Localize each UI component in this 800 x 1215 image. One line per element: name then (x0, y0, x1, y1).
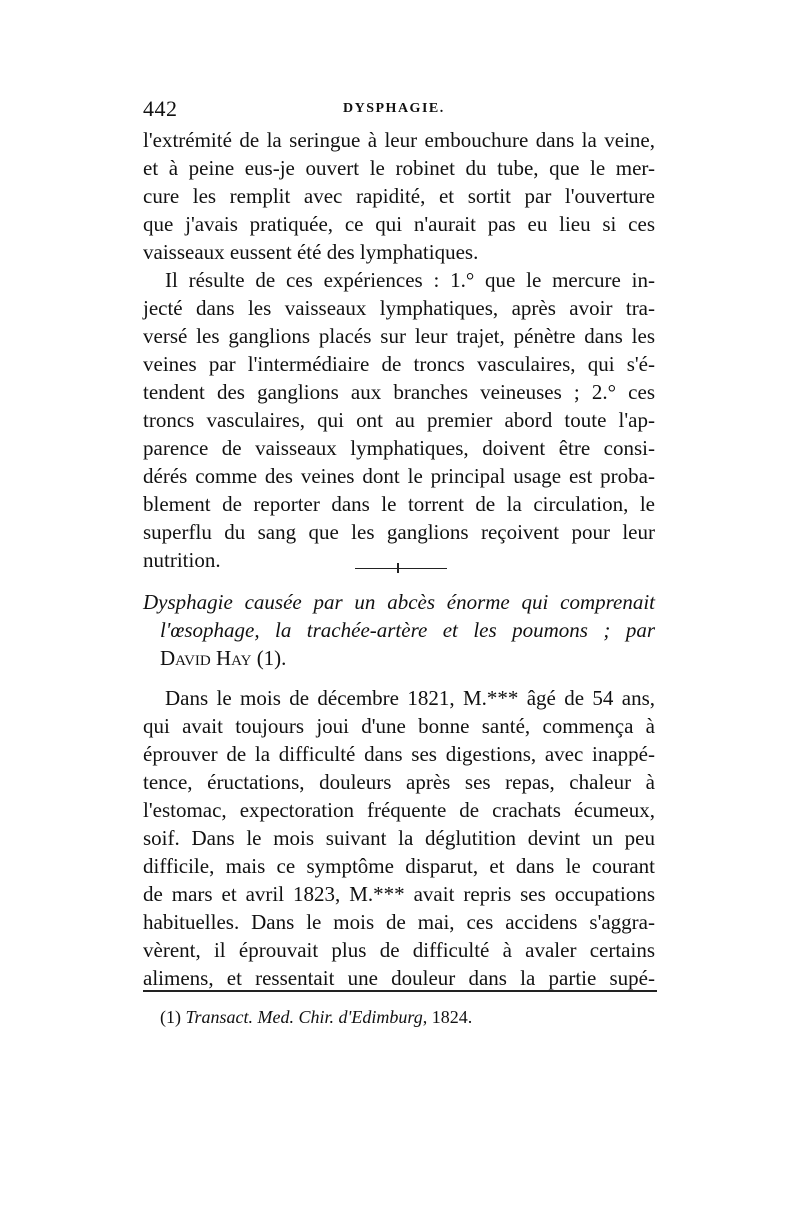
text-line: veines par l'intermédiaire de troncs vasculaires, qui s'é- (143, 352, 655, 376)
footnote-year: , 1824. (422, 1007, 473, 1027)
text-line: Dans le mois de décembre 1821, M.*** âgé de 54 ans, (165, 686, 655, 710)
text-line: Il résulte de ces expériences : 1.° que le mercure in- (165, 268, 655, 292)
text-line: troncs vasculaires, qui ont au premier abord toute l'ap- (143, 408, 655, 432)
footnote-marker: (1) (160, 1007, 181, 1027)
text-line: versé les ganglions placés sur leur trajet, pénètre dans les (143, 324, 655, 348)
article-author (160, 644, 655, 672)
running-head: DYSPHAGIE. (343, 101, 445, 116)
text-line: et à peine eus-je ouvert le robinet du tube, que le mer- (143, 156, 655, 180)
page-number: 442 (143, 96, 178, 121)
text-line: difficile, mais ce symptôme disparut, et dans le courant (143, 854, 655, 878)
footnote (160, 1005, 472, 1029)
text-line: l'extrémité de la seringue à leur embouchure dans la veine, (143, 128, 655, 152)
text-line: l'estomac, expectoration fréquente de crachats écumeux, (143, 798, 655, 822)
text-line: vaisseaux eussent été des lymphatiques. (143, 240, 479, 264)
text-line: tence, éructations, douleurs après ses repas, chaleur à (143, 770, 655, 794)
text-line: que j'avais pratiquée, ce qui n'aurait pas eu lieu si ces (143, 212, 655, 236)
author-note-ref: (1). (256, 646, 287, 670)
article-title-line: Dysphagie causée par un abcès énorme qui comprenait (143, 590, 655, 614)
text-line: superflu du sang que les ganglions reçoivent pour leur (143, 520, 655, 544)
text-line: habituelles. Dans le mois de mai, ces accidens s'aggra- (143, 910, 655, 934)
text-line: alimens, et ressentait une douleur dans la partie supé- (143, 966, 655, 990)
footnote-rule (143, 990, 657, 992)
footnote-citation: Transact. Med. Chir. d'Edimburg (185, 1007, 423, 1027)
text-line: dérés comme des veines dont le principal usage est proba- (143, 464, 655, 488)
text-line: soif. Dans le mois suivant la déglutition devint un peu (143, 826, 655, 850)
text-line: parence de vaisseaux lymphatiques, doivent être consi- (143, 436, 655, 460)
text-line: blement de reporter dans le torrent de la circulation, le (143, 492, 655, 516)
page-header (143, 96, 663, 122)
text-line: de mars et avril 1823, M.*** avait repris ses occupations (143, 882, 655, 906)
text-line: tendent des ganglions aux branches veineuses ; 2.° ces (143, 380, 655, 404)
text-line: éprouver de la difficulté dans ses digestions, avec inappé- (143, 742, 655, 766)
section-separator (355, 568, 447, 569)
text-line: jecté dans les vaisseaux lymphatiques, après avoir tra- (143, 296, 655, 320)
author-name: David Hay (160, 646, 252, 670)
article-title-line: l'œsophage, la trachée-artère et les poumons ; par (160, 618, 655, 642)
text-line: qui avait toujours joui d'une bonne santé, commença à (143, 714, 655, 738)
text-line: nutrition. (143, 548, 221, 572)
text-line: vèrent, il éprouvait plus de difficulté à avaler certains (143, 938, 655, 962)
text-line: cure les remplit avec rapidité, et sortit par l'ouverture (143, 184, 655, 208)
